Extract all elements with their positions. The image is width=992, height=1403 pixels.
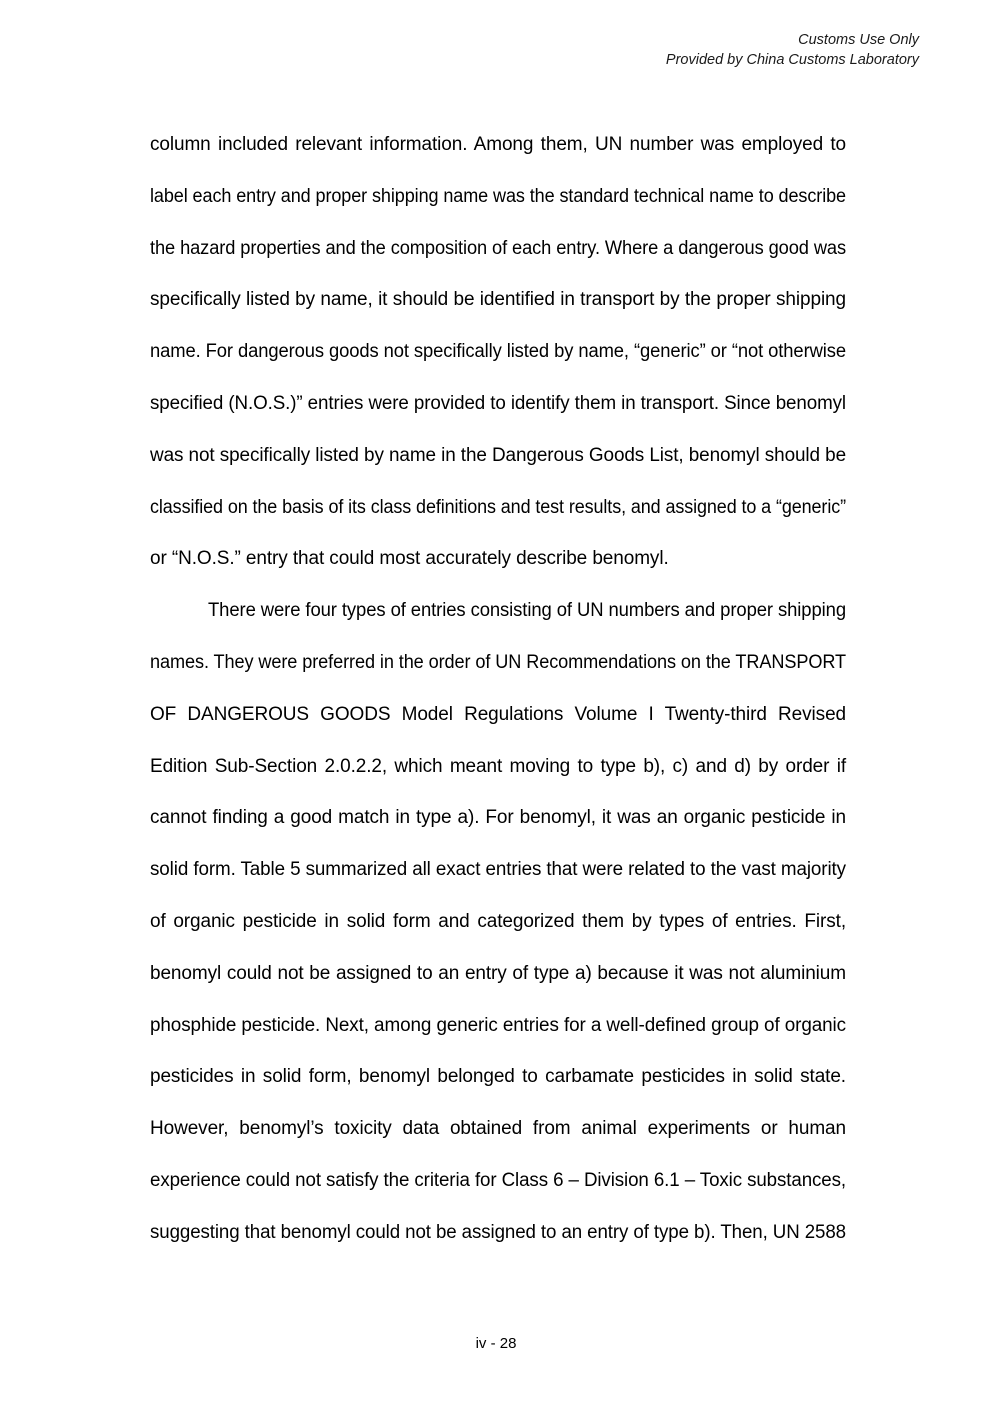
body-line-text: was not specifically listed by name in the Dangerous Goods List, benomyl should be [150, 444, 846, 466]
body-line [150, 896, 846, 948]
body-line-text: benomyl could not be assigned to an entry of type a) because it was not aluminium [150, 962, 846, 984]
page-header [666, 30, 919, 70]
body-line-text: Edition Sub-Section 2.0.2.2, which meant moving to type b), c) and d) by order if [150, 755, 846, 777]
body-line-text: name. For dangerous goods not specifically listed by name, “generic” or “not otherwise [150, 341, 846, 363]
body-line [150, 223, 846, 275]
body-line [150, 378, 846, 430]
body-line [150, 689, 846, 741]
body-line [150, 1155, 846, 1207]
body-line-text: specifically listed by name, it should be identified in transport by the proper shipping [150, 289, 846, 311]
body-line-text: cannot finding a good match in type a). For benomyl, it was an organic pesticide in [150, 807, 846, 829]
header-line-provided-by: Provided by China Customs Laboratory [665, 52, 919, 68]
body-text [150, 119, 846, 1259]
page-number: iv - 28 [475, 1335, 517, 1352]
body-line-text: pesticides in solid form, benomyl belonged to carbamate pesticides in solid state. [150, 1066, 846, 1088]
body-line-text: suggesting that benomyl could not be assigned to an entry of type b). Then, UN 2588 [150, 1221, 846, 1243]
body-line-text: specified (N.O.S.)” entries were provided to identify them in transport. Since benomyl [150, 392, 846, 414]
body-line-text: column included relevant information. Among them, UN number was employed to [150, 134, 846, 155]
body-line [150, 430, 846, 482]
body-line-text: label each entry and proper shipping name was the standard technical name to describe [150, 185, 846, 207]
body-line [150, 171, 846, 223]
body-line [150, 533, 846, 585]
body-line-text: However, benomyl’s toxicity data obtained from animal experiments or human [150, 1118, 846, 1140]
page-footer [0, 1334, 992, 1354]
body-line [150, 637, 846, 689]
body-line [150, 792, 846, 844]
body-line-text: phosphide pesticide. Next, among generic entries for a well-defined group of organic [150, 1014, 846, 1036]
body-line-text: classified on the basis of its class definitions and test results, and assigned to a “generic” [150, 496, 846, 518]
body-line [150, 482, 846, 534]
body-line-text: solid form. Table 5 summarized all exact entries that were related to the vast majority [150, 859, 846, 881]
body-line-text: names. They were preferred in the order of UN Recommendations on the TRANSPORT [150, 651, 846, 673]
body-line-text: experience could not satisfy the criteria for Class 6 – Division 6.1 – Toxic substances, [150, 1169, 846, 1191]
body-line [150, 585, 846, 637]
body-line [150, 119, 846, 171]
body-line [150, 1103, 846, 1155]
body-line-text: of organic pesticide in solid form and categorized them by types of entries. First, [150, 910, 846, 932]
body-line [150, 844, 846, 896]
header-line-customs-use-only: Customs Use Only [798, 32, 919, 48]
body-line-text: the hazard properties and the composition of each entry. Where a dangerous good was [150, 237, 846, 259]
body-line-text: There were four types of entries consisting of UN numbers and proper shipping [208, 600, 846, 622]
body-line [150, 948, 846, 1000]
body-line [150, 741, 846, 793]
body-line-text: OF DANGEROUS GOODS Model Regulations Volume I Twenty-third Revised [150, 703, 846, 725]
body-line-text: or “N.O.S.” entry that could most accurately describe benomyl. [150, 548, 669, 570]
body-line [150, 274, 846, 326]
body-line [150, 1207, 846, 1259]
body-line [150, 1051, 846, 1103]
body-line [150, 326, 846, 378]
body-line [150, 1000, 846, 1052]
